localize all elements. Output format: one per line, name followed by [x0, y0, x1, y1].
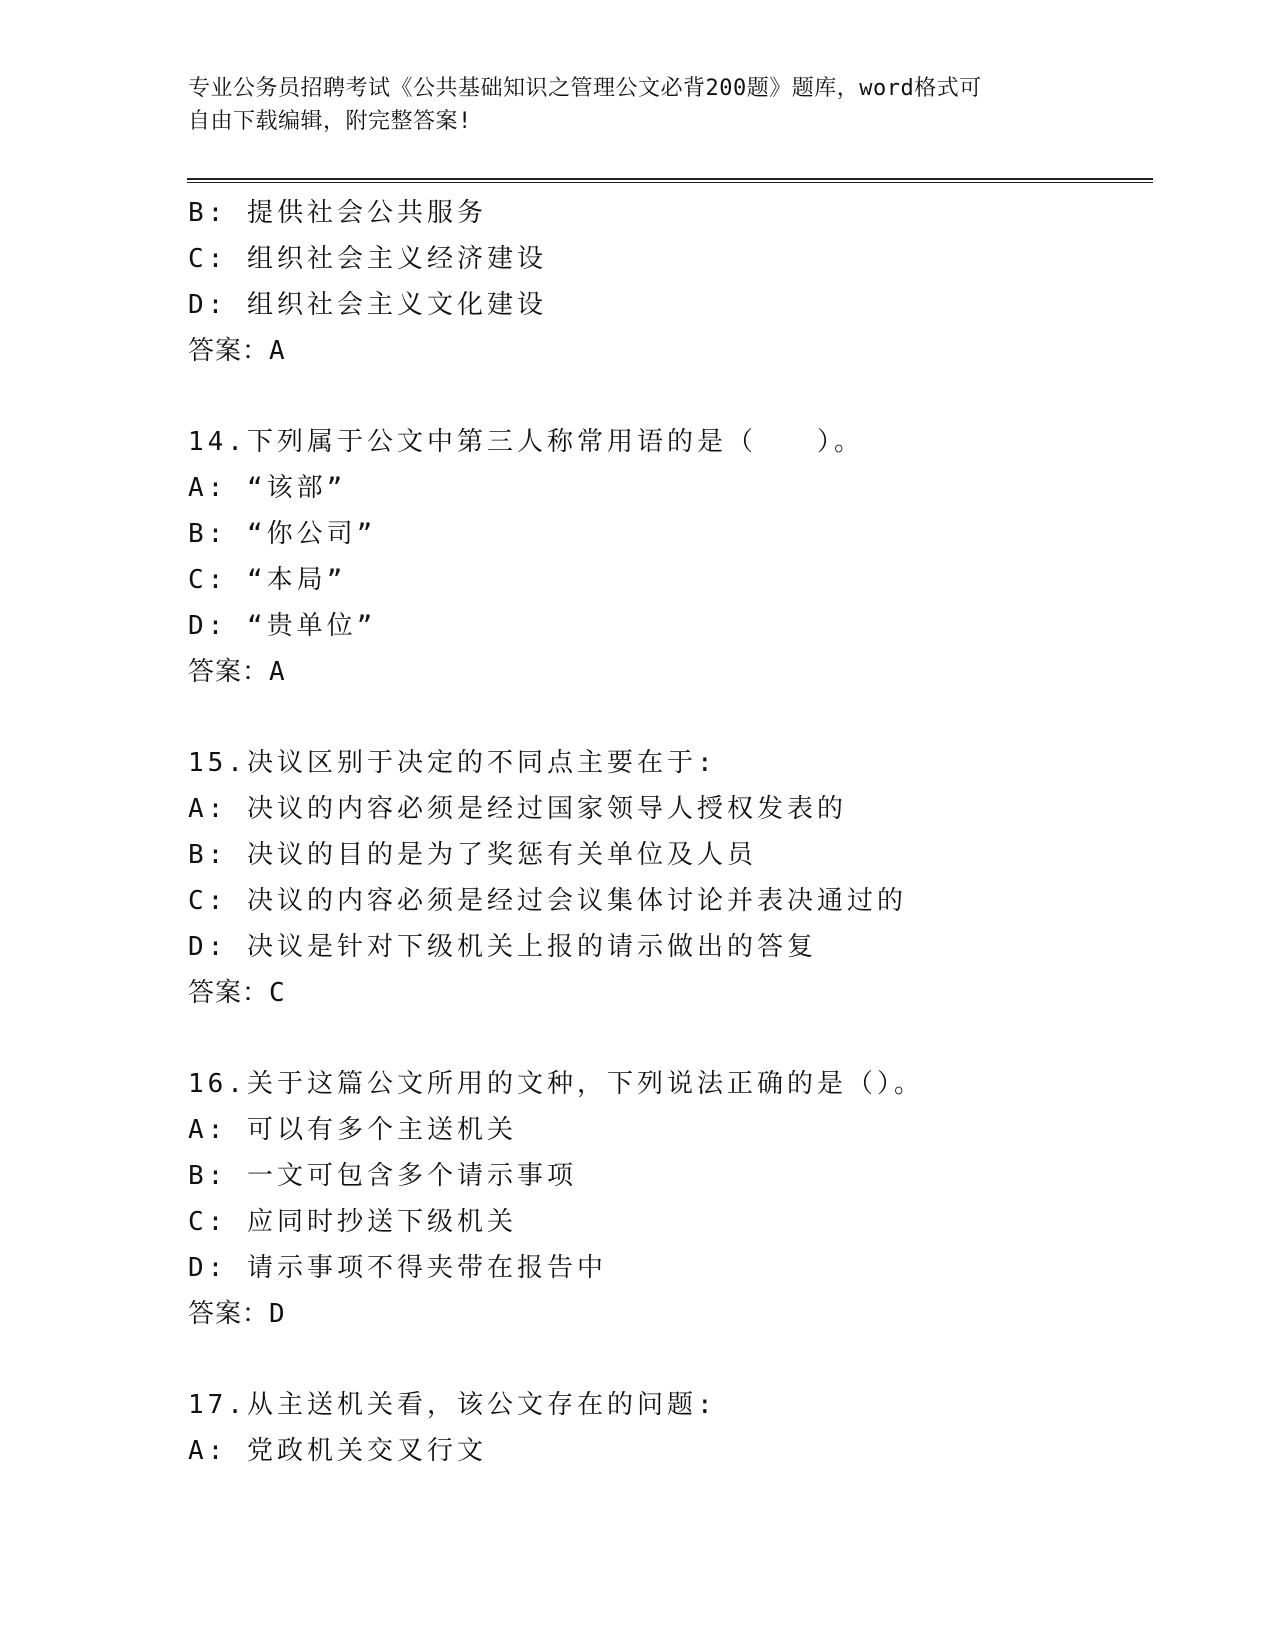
option-a: A: 党政机关交叉行文	[188, 1436, 487, 1466]
option-d: D: 请示事项不得夹带在报告中	[188, 1253, 607, 1283]
answer-line: 答案：A	[188, 336, 286, 366]
option-a: A: 决议的内容必须是经过国家领导人授权发表的	[188, 794, 847, 824]
option-a: A: 可以有多个主送机关	[188, 1115, 517, 1145]
option-c: C: 组织社会主义经济建设	[188, 244, 547, 274]
question-list	[188, 190, 1148, 1474]
option-d: D: “贵单位”	[188, 611, 377, 641]
option-c: C: “本局”	[188, 565, 347, 595]
question-text: 16.关于这篇公文所用的文种，下列说法正确的是（）。	[188, 1069, 924, 1099]
answer-line: 答案：D	[188, 1299, 286, 1329]
option-b: B: 决议的目的是为了奖惩有关单位及人员	[188, 840, 757, 870]
option-d: D: 组织社会主义文化建设	[188, 290, 547, 320]
option-a: A: “该部”	[188, 473, 347, 503]
question-block-15	[188, 740, 1148, 1016]
question-text: 17.从主送机关看，该公文存在的问题:	[188, 1390, 717, 1420]
header-line-1: 专业公务员招聘考试《公共基础知识之管理公文必背200题》题库，word格式可	[188, 76, 982, 101]
question-block-16	[188, 1061, 1148, 1337]
block-spacer	[188, 695, 1148, 740]
option-b: B: “你公司”	[188, 519, 377, 549]
header-line-2: 自由下载编辑，附完整答案!	[188, 109, 472, 134]
block-spacer	[188, 1016, 1148, 1061]
block-spacer	[188, 374, 1148, 419]
page-header	[188, 72, 1088, 138]
question-text: 15.决议区别于决定的不同点主要在于:	[188, 748, 717, 778]
option-b: B: 一文可包含多个请示事项	[188, 1161, 577, 1191]
option-c: C: 应同时抄送下级机关	[188, 1207, 517, 1237]
block-spacer	[188, 1337, 1148, 1382]
header-rule-thick	[187, 178, 1153, 180]
question-block-14	[188, 419, 1148, 695]
header-rule-thin	[187, 182, 1153, 183]
question-block-17	[188, 1382, 1148, 1474]
option-d: D: 决议是针对下级机关上报的请示做出的答复	[188, 932, 817, 962]
answer-line: 答案：A	[188, 657, 286, 687]
option-c: C: 决议的内容必须是经过会议集体讨论并表决通过的	[188, 886, 907, 916]
question-text: 14.下列属于公文中第三人称常用语的是（ ）。	[188, 427, 864, 457]
option-b: B: 提供社会公共服务	[188, 198, 487, 228]
question-block-13	[188, 190, 1148, 374]
answer-line: 答案：C	[188, 978, 286, 1008]
